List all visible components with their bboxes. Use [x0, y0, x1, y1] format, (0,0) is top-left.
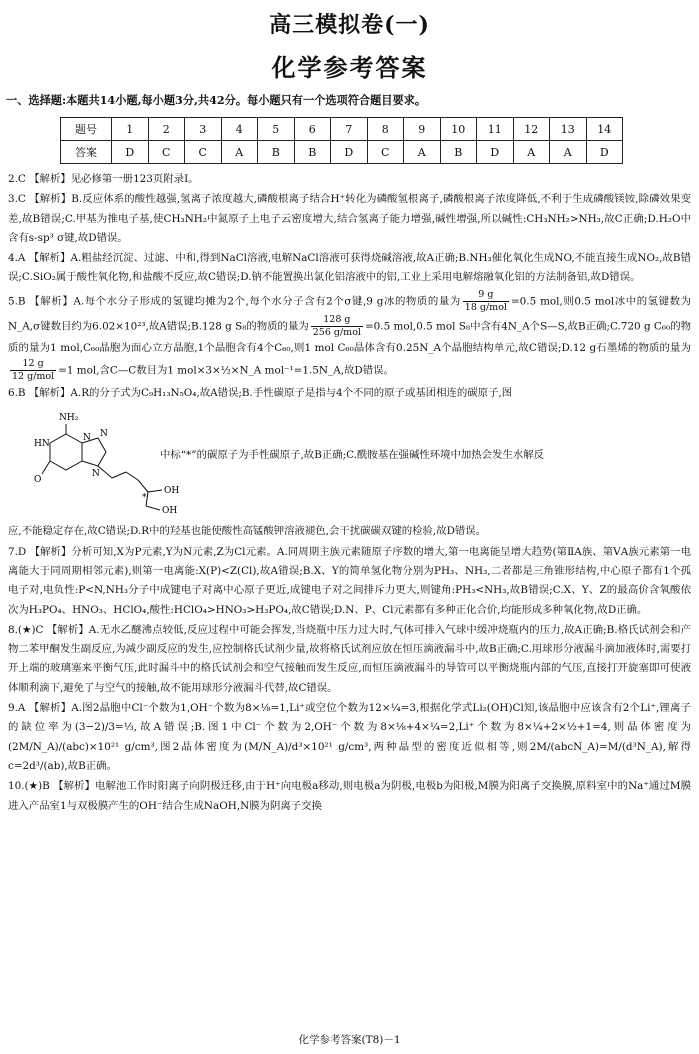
denominator: 18 g/mol — [464, 301, 507, 313]
numerator: 128 g — [311, 314, 363, 327]
solution-3: 3.C 【解析】B.反应体系的酸性越强,氢离子浓度越大,磷酸根离子结合H⁺转化为磷酸氢根离子,磷酸根离子浓度降低,不利于生成磷酸镁铵,除磷效果变差,故B错误;C.甲基为推电子基,使CH₃NH₂中氮原子上电子云密度增大,结合氢离子能力增强,碱性增强,所以碱性:CH₃NH₂>NH₃,故C正确;D.H₂O中含有s-sp³ σ键,故D错误。 — [8, 193, 691, 244]
solution-6-middle: 中标“*”的碳原子为手性碳原子,故B正确;C.酰胺基在强碱性环境中加热会发生水解反 — [160, 449, 545, 462]
table-cell: 13 — [550, 118, 587, 141]
table-cell: 3 — [185, 118, 222, 141]
label-n2: N — [100, 429, 108, 440]
table-cell: B — [258, 141, 295, 164]
page-subtitle: 化学参考答案 — [271, 53, 428, 82]
label-o: O — [34, 475, 42, 486]
answer-table — [60, 117, 623, 164]
numerator: 9 g — [463, 289, 509, 302]
label-chiral-star: * — [142, 493, 147, 504]
table-cell: 4 — [221, 118, 258, 141]
table-cell: D — [477, 141, 514, 164]
solution-2: 2.C 【解析】见必修第一册123页附录Ⅰ。 — [8, 173, 199, 185]
table-cell: 6 — [294, 118, 331, 141]
solutions-body — [8, 170, 691, 817]
numerator: 12 g — [10, 358, 56, 371]
table-cell: A — [404, 141, 441, 164]
table-cell: A — [550, 141, 587, 164]
solution-4: 4.A 【解析】A.粗盐经沉淀、过滤、中和,得到NaCl溶液,电解NaCl溶液可获得烧碱溶液,故A正确;B.NH₃催化氧化生成NO,不能直接生成NO₂,故B错误;C.SiO₂属于酸性氧化物,和盐酸不反应,故C错误;D.钠不能置换出氯化铝溶液中的铝,工业上采用电解熔融氧化铝的方法制备铝,故D错误。 — [8, 252, 691, 284]
table-cell: 1 — [112, 118, 149, 141]
page-title: 高三模拟卷(一) — [269, 12, 430, 38]
table-cell: C — [367, 141, 404, 164]
structure-block — [8, 404, 691, 522]
label-oh1: OH — [164, 486, 180, 497]
table-row-numbers — [61, 118, 623, 141]
label-oh2: OH — [162, 506, 178, 517]
solution-6-end: 应,不能稳定存在,故C错误;D.R中的羟基也能使酸性高锰酸钾溶液褪色,会干扰碳碳双键的检验,故D错误。 — [8, 525, 487, 538]
solution-5-part-d: =1 mol,含C—C数目为1 mol×3×½×N_A mol⁻¹=1.5N_A,故D错误。 — [58, 364, 394, 377]
table-cell: D — [586, 141, 623, 164]
fraction — [10, 358, 56, 383]
table-header-cell: 答案 — [61, 141, 112, 164]
label-n1: N — [83, 433, 91, 444]
table-cell: C — [148, 141, 185, 164]
solution-7: 7.D 【解析】分析可知,X为P元素,Y为N元素,Z为Cl元素。A.同周期主族元素随原子序数的增大,第一电离能呈增大趋势(第ⅡA族、第ⅤA族元素第一电离能大于同周期相邻元素),则第一电离能:X(P)<Z(Cl),故A错误;B.X、Y的简单氢化物分别为PH₃、NH₃,二者都是三角锥形结构,中心原子都有1个孤电子对,电负性:P<N,NH₃分子中成键电子对离中心原子更近,成键电子对之间排斥力更大,则键角:PH₃<NH₃,故B错误;C.X、Y、Z的最高价含氧酸依次为H₃PO₄、HNO₃、HClO₄,酸性:HClO₄>HNO₃>H₃PO₄,故C错误;D.N、P、Cl元素都有多种正化合价,均能形成多种氧化物,故D正确。 — [8, 545, 691, 616]
label-nh2: NH₂ — [59, 413, 79, 424]
section-heading: 一、选择题:本题共14小题,每小题3分,共42分。每小题只有一个选项符合题目要求。 — [6, 93, 427, 107]
denominator: 12 g/mol — [12, 371, 55, 383]
table-cell: C — [185, 141, 222, 164]
table-cell: 2 — [148, 118, 185, 141]
solution-6-intro: 6.B 【解析】A.R的分子式为C₉H₁₃N₅O₄,故A错误;B.手性碳原子是指与4个不同的原子或基团相连的碳原子,图 — [8, 387, 513, 400]
table-cell: 9 — [404, 118, 441, 141]
table-cell: 10 — [440, 118, 477, 141]
solution-5 — [8, 289, 691, 383]
fraction — [463, 289, 509, 314]
table-cell: 5 — [258, 118, 295, 141]
table-cell: D — [112, 141, 149, 164]
table-cell: B — [294, 141, 331, 164]
fraction — [311, 314, 363, 339]
label-hn: HN — [34, 439, 50, 450]
table-cell: 14 — [586, 118, 623, 141]
solution-5-part-b: =0.5 mol,则0.5 mol冰中的氢键数为N_A,σ键数目约为6.02×10²³,故A错误;B.128 g S₈的物质的量为 — [8, 295, 691, 333]
table-header-cell: 题号 — [61, 118, 112, 141]
table-cell: 8 — [367, 118, 404, 141]
table-cell: 7 — [331, 118, 368, 141]
table-cell: D — [331, 141, 368, 164]
table-cell: A — [221, 141, 258, 164]
table-cell: B — [440, 141, 477, 164]
solution-5-part-c: =0.5 mol,0.5 mol S₈中含有4N_A个S—S,故B正确;C.720 g C₆₀的物质的量为1 mol,C₆₀晶胞为面心立方晶胞,1个晶胞含有4个C₆₀,则1 mol C₆₀晶体含有0.25N_A个晶胞结构单元,故C错误;D.12 g石墨烯的物质的量为 — [8, 320, 691, 354]
solution-8: 8.(★)C 【解析】A.无水乙醚沸点较低,反应过程中可能会挥发,当烧瓶中压力过大时,气体可排入气球中缓冲烧瓶内的压力,故A正确;B.格氏试剂会和产物二苯甲酮发生副反应,为减少副反应的发生,应控制格氏试剂少量,故将格氏试剂应放在恒压滴液漏斗中,故B正确;C.用球形分液漏斗滴加液体时,需要打开上端的玻璃塞来平衡气压,此时漏斗中的格氏试剂会和空气接触而发生反应,而恒压滴液漏斗的导管可以平衡烧瓶内部的气压,直接打开旋塞即可使液体顺利滴下,避免了与空气的接触,故不能用球形分液漏斗代替,故C错误。 — [8, 623, 691, 694]
table-cell: A — [513, 141, 550, 164]
page-footer: 化学参考答案(T8)－1 — [298, 1034, 401, 1046]
table-cell: 12 — [513, 118, 550, 141]
denominator: 256 g/mol — [312, 326, 361, 338]
table-cell: 11 — [477, 118, 514, 141]
label-n3: N — [92, 469, 100, 480]
solution-5-part-a: 5.B 【解析】A.每个水分子形成的氢键均摊为2个,每个水分子含有2个σ键,9 g冰的物质的量为 — [8, 295, 461, 308]
solution-10: 10.(★)B 【解析】电解池工作时阳离子向阴极迁移,由于H⁺向电极a移动,则电极a为阴极,电极b为阳极,M膜为阳离子交换膜,原料室中的Na⁺通过M膜进入产品室1与双极膜产生的OH⁻结合生成NaOH,N膜为阴离子交换 — [8, 780, 691, 812]
solution-9: 9.A 【解析】A.图2晶胞中Cl⁻个数为1,OH⁻个数为8×⅛=1,Li⁺或空位个数为12×¼=3,根据化学式Li₂(OH)Cl知,该晶胞中应该含有2个Li⁺,锂离子的缺位率为(3−2)/3=⅓,故A错误;B.图1中Cl⁻个数为2,OH⁻个数为8×⅛+4×¼=2,Li⁺个数为8×¼+2×½+1=4,则晶体密度为(2M/N_A)/(abc)×10²¹ g/cm³,图2晶体密度为(M/N_A)/d³×10²¹ g/cm³,两种晶型的密度近似相等,则2M/(abcN_A)=M/(d³N_A),解得c=2d³/(ab),故B正确。 — [8, 702, 691, 772]
table-row-answers — [61, 141, 623, 164]
